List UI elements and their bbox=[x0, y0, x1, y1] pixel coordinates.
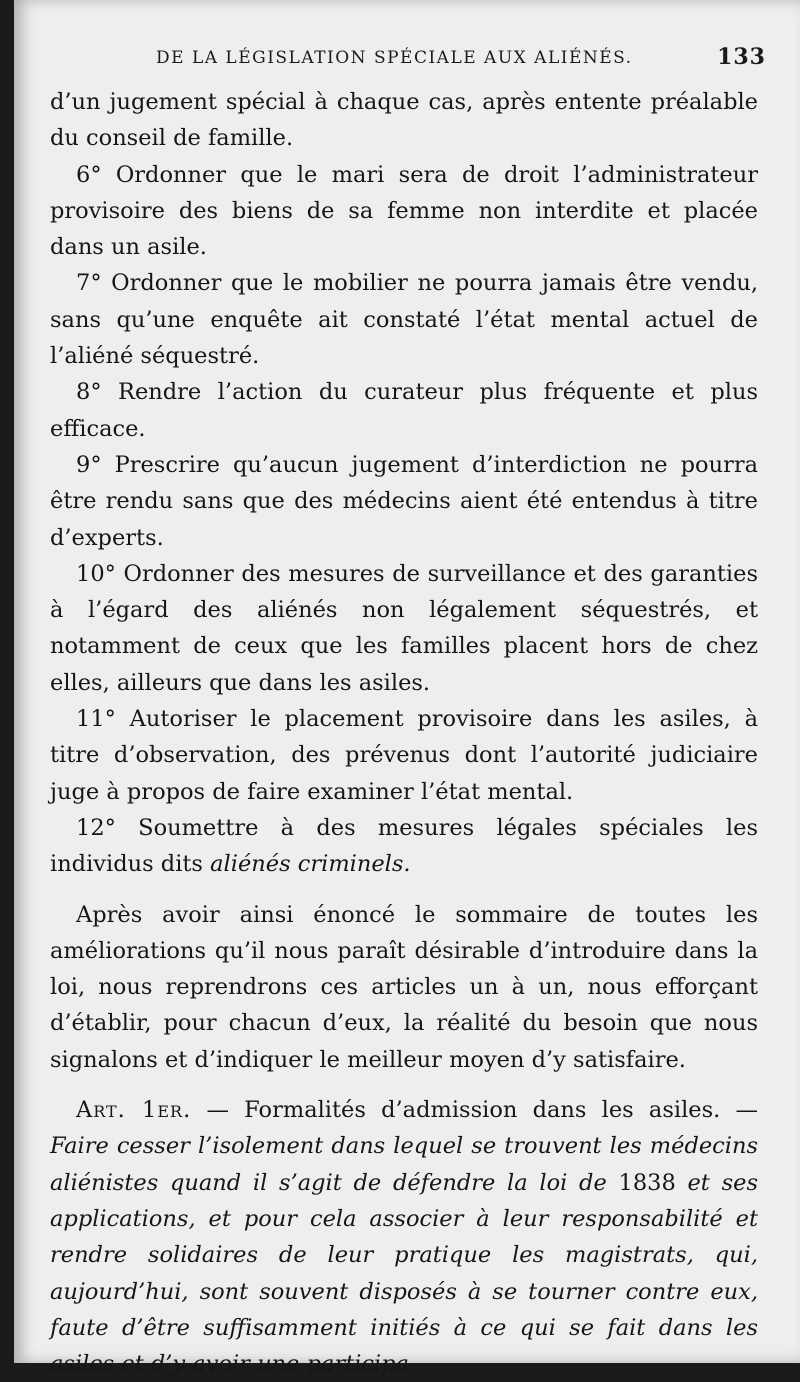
article-title: — Formalités d’admission dans les asiles. — bbox=[191, 1097, 758, 1124]
page-number: 133 bbox=[717, 44, 766, 70]
article-italic-text-a: Faire cesser l’isolement dans lequel se trouvent les médecins aliénistes quand il s’agit de défendre la loi de bbox=[50, 1133, 758, 1196]
list-item-9: 9° Prescrire qu’aucun jugement d’interdiction ne pourra être rendu sans que des médecins aient été entendus à titre d’experts. bbox=[50, 451, 758, 551]
book-page bbox=[14, 0, 800, 1378]
list-item-12-text: 12° Soumettre à des mesures légales spéciales les individus dits bbox=[50, 814, 758, 878]
article-paragraph bbox=[50, 1092, 758, 1382]
body-text bbox=[50, 84, 758, 1382]
list-item-7: 7° Ordonner que le mobilier ne pourra jamais être vendu, sans qu’une enquête ait constaté l’état mental actuel de l’aliéné séquestré. bbox=[50, 270, 758, 370]
summary-paragraph: Après avoir ainsi énoncé le sommaire de toutes les améliorations qu’il nous paraît désirable d’introduire dans la loi, nous reprendrons ces articles un à un, nous efforçant d’établir, pour chacun d’eux, la réalité du besoin que nous signalons et d’indiquer le meilleur moyen d’y satisfaire. bbox=[50, 901, 758, 1073]
list-item-12 bbox=[50, 810, 758, 883]
list-item-11: 11° Autoriser le placement provisoire dans les asiles, à titre d’observation, des prévenus dont l’autorité judiciaire juge à propos de faire examiner l’état mental. bbox=[50, 706, 758, 805]
list-item-8: 8° Rendre l’action du curateur plus fréquente et plus efficace. bbox=[50, 379, 758, 442]
article-italic-text-b: et ses applications, et pour cela associer à leur responsabilité et rendre solidaires de leur pratique les magistrats, qui, aujourd’hui, sont souvent disposés à se tourner contre eux, faute d’être suffisamment initiés à ce qui se fait dans les asiles et d’y avoir une participa- bbox=[50, 1169, 758, 1378]
article-label: Art. 1er. bbox=[76, 1097, 192, 1124]
paragraph-continuation: d’un jugement spécial à chaque cas, après entente préalable du conseil de famille. bbox=[50, 89, 758, 152]
article-year: 1838 bbox=[618, 1169, 676, 1196]
running-title: DE LA LÉGISLATION SPÉCIALE AUX ALIÉNÉS. bbox=[156, 48, 633, 68]
list-item-6: 6° Ordonner que le mari sera de droit l’administrateur provisoire des biens de sa femme non interdite et placée dans un asile. bbox=[50, 161, 758, 261]
list-item-10: 10° Ordonner des mesures de surveillance et des garanties à l’égard des aliénés non légalement séquestrés, et notamment de ceux que les familles placent hors de chez elles, ailleurs que dans les asiles. bbox=[50, 560, 758, 696]
page-header bbox=[56, 40, 772, 80]
list-item-12-emphasis: aliénés criminels. bbox=[210, 851, 411, 878]
